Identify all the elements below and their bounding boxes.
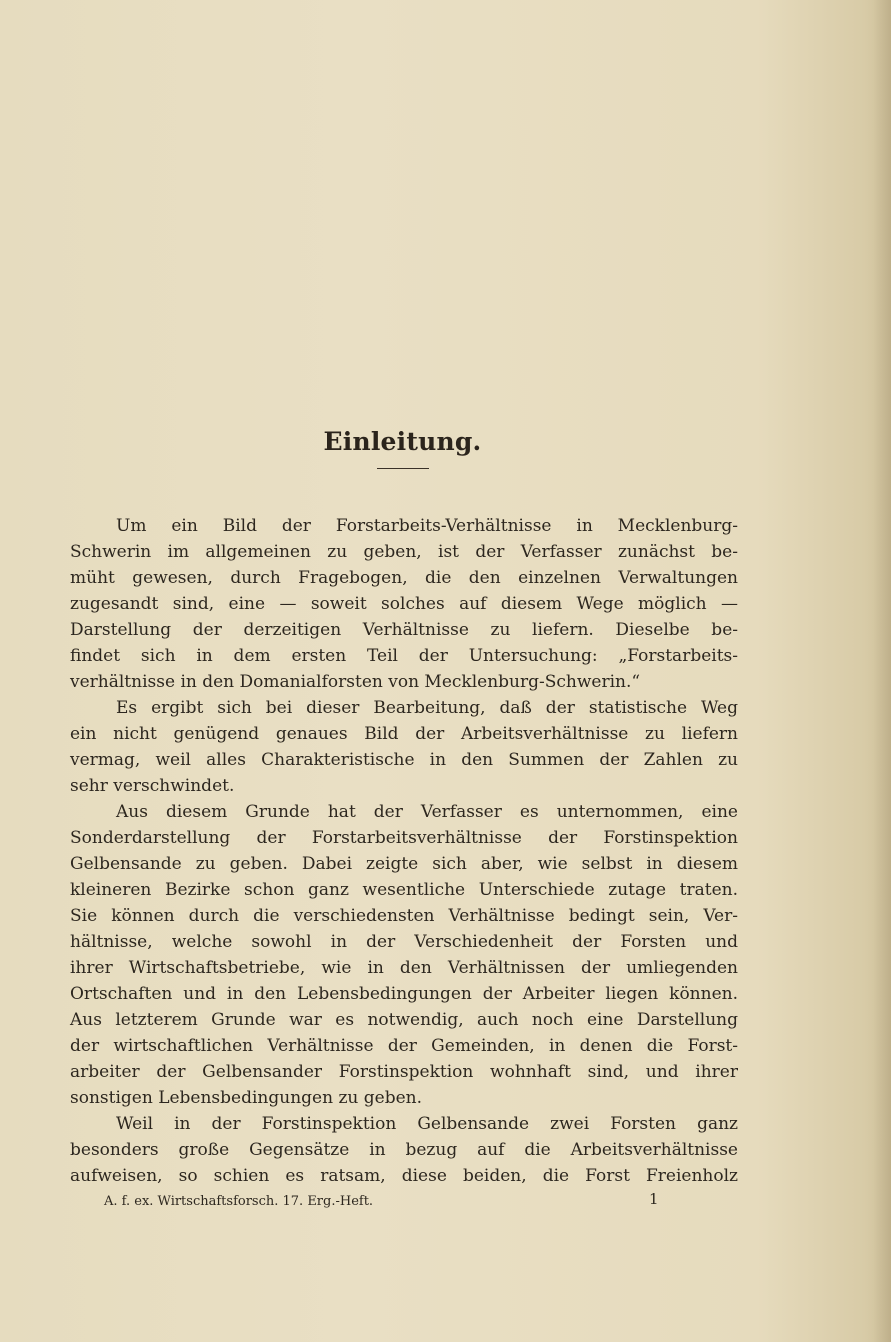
paragraph-4-line: besonders große Gegensätze in bezug auf die Arbeitsverhältnisse [70, 1140, 738, 1160]
paragraph-1-line: Um ein Bild der Forstarbeits-Verhältnisse in Mecklenburg- [116, 516, 738, 536]
paragraph-3-line: Sonderdarstellung der Forstarbeitsverhältnisse der Forstinspektion [70, 828, 738, 848]
paragraph-3-line: sonstigen Lebensbedingungen zu geben. [70, 1088, 422, 1108]
paragraph-3-line: ihrer Wirtschaftsbetriebe, wie in den Verhältnissen der umliegenden [70, 958, 738, 978]
paragraph-2-line: sehr verschwindet. [70, 776, 235, 796]
paragraph-4-line: aufweisen, so schien es ratsam, diese beiden, die Forst Freienholz [70, 1166, 738, 1186]
paragraph-3-line: Aus diesem Grunde hat der Verfasser es unternommen, eine [116, 802, 738, 822]
chapter-title: Einleitung. [323, 426, 482, 456]
page-edge-shadow [873, 0, 891, 1342]
paragraph-3-line: Gelbensande zu geben. Dabei zeigte sich aber, wie selbst in diesem [70, 854, 738, 874]
body-text [70, 513, 738, 1189]
paragraph-2-line: Es ergibt sich bei dieser Bearbeitung, daß der statistische Weg [116, 698, 738, 718]
paragraph-1-line: müht gewesen, durch Fragebogen, die den einzelnen Verwaltungen [70, 568, 738, 588]
paragraph-1-line: zugesandt sind, eine — soweit solches auf diesem Wege möglich — [70, 594, 738, 614]
title-rule [377, 468, 429, 469]
paragraph-3-line: hältnisse, welche sowohl in der Verschiedenheit der Forsten und [70, 932, 738, 952]
paragraph-2-line: ein nicht genügend genaues Bild der Arbeitsverhältnisse zu liefern [70, 724, 738, 744]
paragraph-1-line: findet sich in dem ersten Teil der Untersuchung: „Forstarbeits- [70, 646, 738, 666]
paragraph-3-line: kleineren Bezirke schon ganz wesentliche Unterschiede zutage traten. [70, 880, 738, 900]
paragraph-2-line: vermag, weil alles Charakteristische in den Summen der Zahlen zu [70, 750, 738, 770]
paragraph-1-line: verhältnisse in den Domanialforsten von Mecklenburg-Schwerin.“ [70, 672, 641, 692]
paragraph-1-line: Darstellung der derzeitigen Verhältnisse zu liefern. Dieselbe be- [70, 620, 738, 640]
paragraph-3-line: der wirtschaftlichen Verhältnisse der Gemeinden, in denen die Forst- [70, 1036, 738, 1056]
journal-citation: A. f. ex. Wirtschaftsforsch. 17. Erg.-Heft. [104, 1194, 374, 1209]
page-footer [104, 1190, 664, 1218]
paragraph-3-line: Sie können durch die verschiedensten Verhältnisse bedingt sein, Ver- [70, 906, 738, 926]
paragraph-3-line: arbeiter der Gelbensander Forstinspektion wohnhaft sind, und ihrer [70, 1062, 738, 1082]
paragraph-3-line: Ortschaften und in den Lebensbedingungen der Arbeiter liegen können. [70, 984, 738, 1004]
paragraph-3-line: Aus letzterem Grunde war es notwendig, auch noch eine Darstellung [70, 1010, 738, 1030]
paragraph-1-line: Schwerin im allgemeinen zu geben, ist der Verfasser zunächst be- [70, 542, 738, 562]
paragraph-4-line: Weil in der Forstinspektion Gelbensande zwei Forsten ganz [116, 1114, 738, 1134]
page-number: 1 [649, 1190, 659, 1208]
